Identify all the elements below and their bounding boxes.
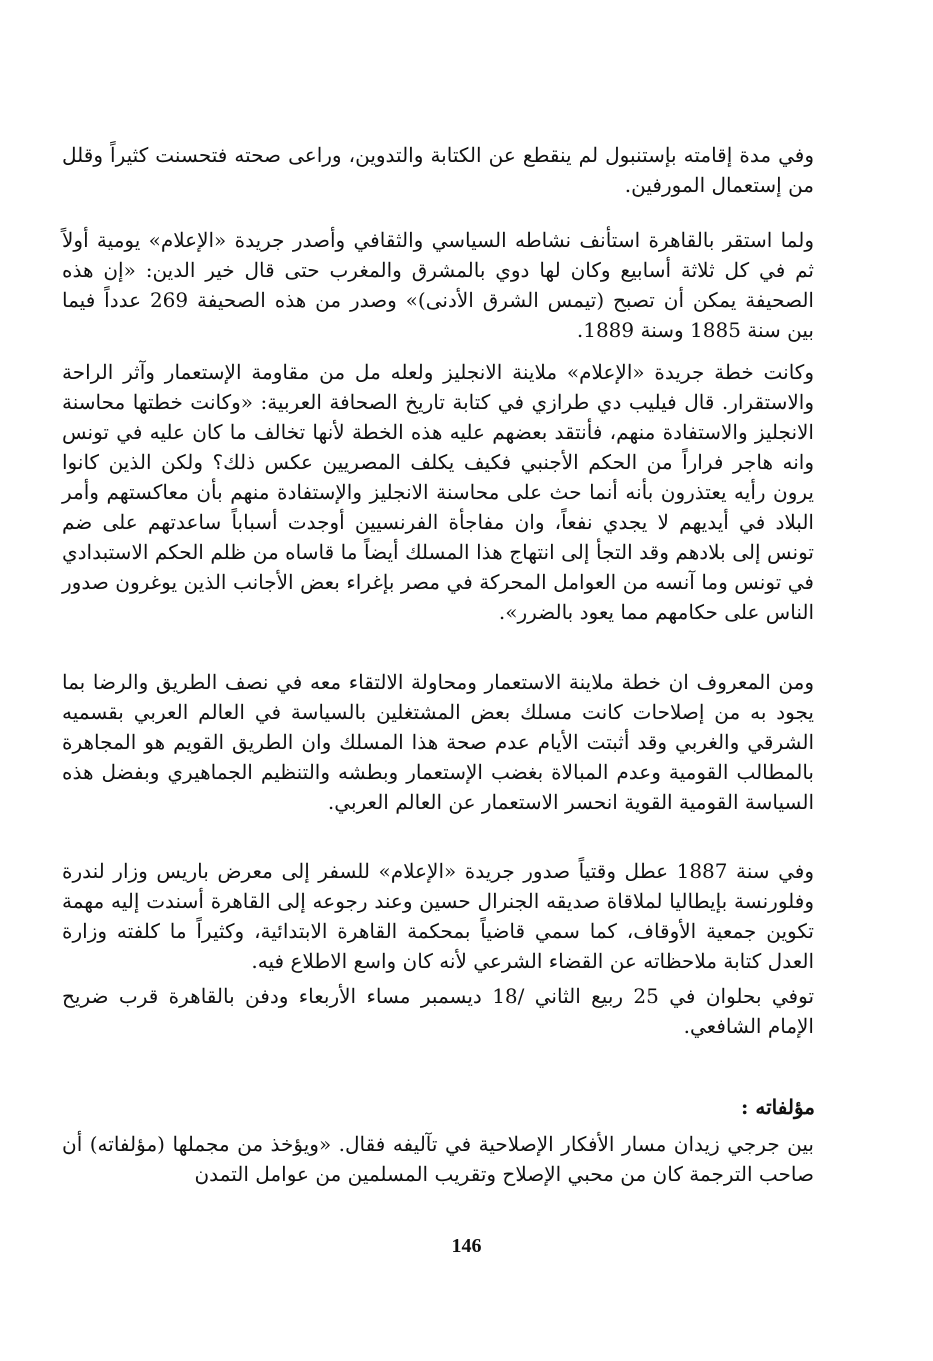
section-heading-works: مؤلفاته : [741, 1095, 815, 1119]
paragraph-works-intro: بين جرجي زيدان مسار الأفكار الإصلاحية في تآليفه فقال. «ويؤخذ من مجملها (مؤلفاته) أن صاحب الترجمة كان من محبي الإصلاح وتقريب المسلمين من عوامل التمدن [62, 1132, 814, 1186]
paragraph-colonialism-analysis: ومن المعروف ان خطة ملاينة الاستعمار ومحاولة الالتقاء معه في نصف الطريق والرضا بما يجود به من إصلاحات كانت مسلك بعض المشتغلين بالسياسة في العالم العربي بقسميه الشرقي والغربي وقد أثبتت الأيام عدم صحة هذا المسلك وان الطريق القويم هو المجاهرة بالمطالب القومية وعدم المبالاة بغضب الإستعمار وبطشه والتنظيم الجماهيري وبفضل هذه السياسة القومية القوية انحسر الاستعمار عن العالم العربي. [62, 670, 814, 814]
page-number: 146 [451, 1235, 482, 1257]
paragraph-al-ilam-newspaper: ولما استقر بالقاهرة استأنف نشاطه السياسي والثقافي وأصدر جريدة «الإعلام» يومية أولاً ثم في كل ثلاثة أسابيع وكان لها دوي بالمشرق والمغرب حتى قال خير الدين: «إن هذه الصحيفة يمكن أن تصبح (تيمس الشرق الأدنى)» وصدر من هذه الصحيفة 269 عدداً فيما بين سنة 1885 وسنة 1889. [62, 228, 814, 342]
paragraph-istanbul-stay: وفي مدة إقامته بإستنبول لم ينقطع عن الكتابة والتدوين، وراعى صحته فتحسنت كثيراً وقلل من إستعمال المورفين. [62, 143, 814, 197]
paragraph-travel-and-judiciary: وفي سنة 1887 عطل وقتياً صدور جريدة «الإعلام» للسفر إلى معرض باريس وزار لندرة وفلورنسة بإيطاليا لملاقاة صديقه الجنرال حسين وعند رجوعه إلى القاهرة أسندت إليه مهمة تكوين جمعية الأوقاف، كما سمي قاضياً بمحكمة القاهرة الابتدائية، وكثيراً ما كلفته وزارة العدل كتابة ملاحظاته عن القضاء الشرعي لأنه كان واسع الاطلاع فيه. [62, 859, 814, 973]
paragraph-death: توفي بحلوان في 25 ربيع الثاني /18 ديسمبر مساء الأربعاء ودفن بالقاهرة قرب ضريح الإمام الشافعي. [62, 984, 815, 1038]
paragraph-newspaper-policy: وكانت خطة جريدة «الإعلام» ملاينة الانجليز ولعله مل من مقاومة الإستعمار وآثر الراحة والاستقرار. قال فيليب دي طرازي في كتابة تاريخ الصحافة العربية: «وكانت خطتها محاسنة الانجليز والاستفادة منهم، فأنتقد بعضهم عليه هذه الخطة لأنها تخالف ما كان عليه في تونس وانه هاجر فراراً من الحكم الأجنبي فكيف يكلف المصريين عكس ذلك؟ ولكن الذين كانوا يرون رأيه يعتذرون بأنه أنما حث على محاسنة الانجليز والإستفادة منهم بأن معاكستهم وأمر البلاد في أيديهم لا يجدي نفعاً، وان مفاجأة الفرنسيين أوجدت أسباباً ساعدتهم على ضم تونس إلى بلادهم وقد التجأ إلى انتهاج هذا المسلك أيضاً ما قاساه من ظلم الحكم الاستبدادي في تونس وما آنسه من العوامل المحركة في مصر بإغراء بعض الأجانب الذين يوغرون صدور الناس على حكامهم مما يعود بالضرر». [62, 360, 814, 624]
